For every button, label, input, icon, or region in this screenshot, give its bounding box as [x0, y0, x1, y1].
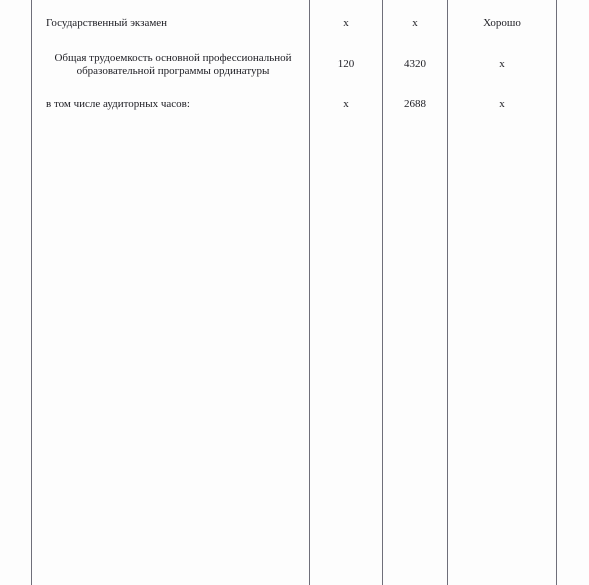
row-classroom-hours-col3: х: [499, 98, 505, 110]
row-label-state-exam: Государственный экзамен: [46, 17, 168, 29]
row-classroom-hours-col2: 2688: [404, 98, 426, 110]
row-total-workload-col3: х: [499, 58, 505, 70]
table-divider-1: [309, 0, 310, 585]
row-state-exam-col1: х: [343, 17, 349, 29]
row-classroom-hours-col1: х: [343, 98, 349, 110]
table-border-left: [31, 0, 32, 585]
row-label-classroom-hours: в том числе аудиторных часов:: [46, 98, 190, 110]
table-border-right: [556, 0, 557, 585]
row-label-total-workload: Общая трудоемкость основной профессиональной образовательной программы ординатуры: [54, 52, 292, 77]
row-total-workload-col1: 120: [337, 58, 355, 70]
row-state-exam-grade: Хорошо: [483, 17, 521, 29]
table-divider-2: [382, 0, 383, 585]
row-total-workload-col2: 4320: [404, 58, 426, 70]
table-divider-3: [447, 0, 448, 585]
row-state-exam-col2: х: [412, 17, 418, 29]
